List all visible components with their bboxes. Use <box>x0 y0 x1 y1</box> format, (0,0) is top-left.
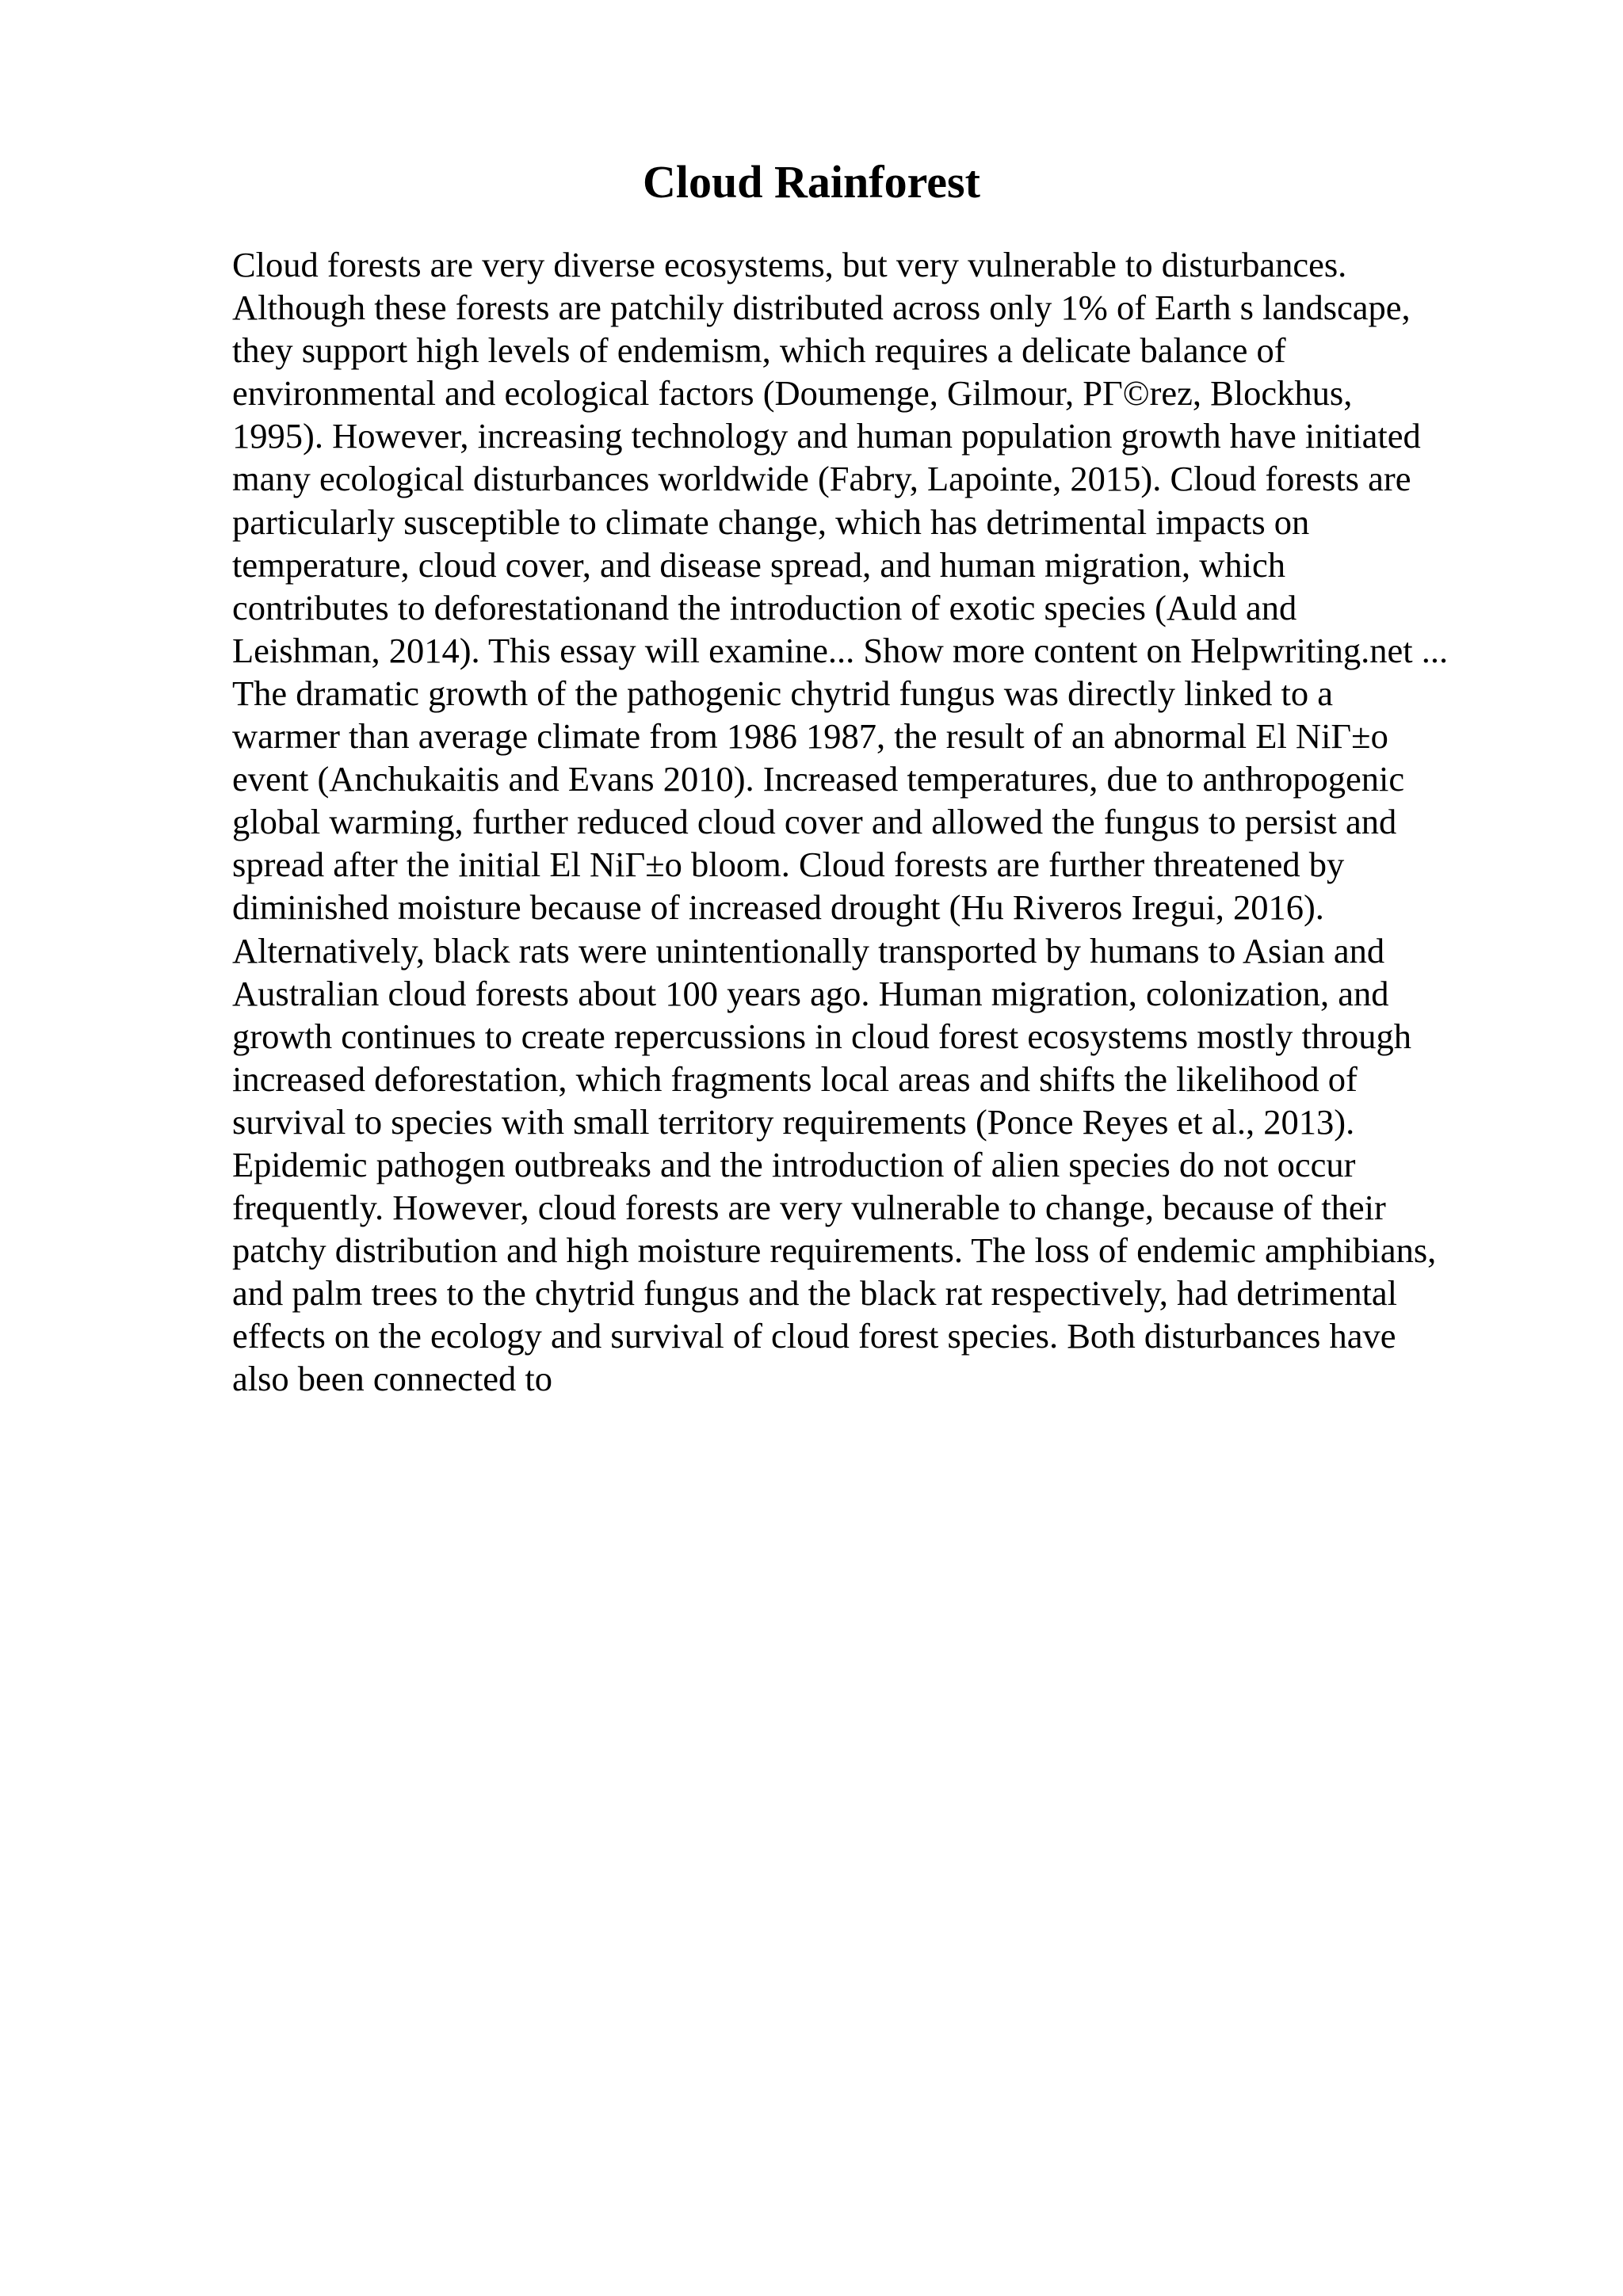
essay-body <box>232 243 1532 1401</box>
text-line: frequently. However, cloud forests are very vulnerable to change, because of their <box>232 1188 1386 1228</box>
text-line: Alternatively, black rats were unintentionally transported by humans to Asian and <box>232 930 1385 971</box>
text-line: particularly susceptible to climate change, which has detrimental impacts on <box>232 502 1310 542</box>
text-line: survival to species with small territory requirements (Ponce Reyes et al., 2013). <box>232 1101 1355 1142</box>
text-line: Although these forests are patchily distributed across only 1% of Earth s landscape, <box>232 288 1411 328</box>
text-line: effects on the ecology and survival of cloud forest species. Both disturbances have <box>232 1316 1396 1356</box>
text-line: and palm trees to the chytrid fungus and the black rat respectively, had detrimental <box>232 1273 1398 1314</box>
text-line: growth continues to create repercussions in cloud forest ecosystems mostly through <box>232 1016 1411 1056</box>
text-line: spread after the initial El NiΓ±o bloom. Cloud forests are further threatened by <box>232 845 1345 885</box>
text-line: environmental and ecological factors (Doumenge, Gilmour, PΓ©rez, Blockhus, <box>232 373 1353 414</box>
text-line: Australian cloud forests about 100 years ago. Human migration, colonization, and <box>232 973 1389 1013</box>
document-title: Cloud Rainforest <box>643 156 980 208</box>
text-line: warmer than average climate from 1986 1987, the result of an abnormal El NiΓ±o <box>232 716 1388 757</box>
text-line: also been connected to <box>232 1359 553 1399</box>
text-line: The dramatic growth of the pathogenic chytrid fungus was directly linked to a <box>232 673 1333 713</box>
text-line: diminished moisture because of increased drought (Hu Riveros Iregui, 2016). <box>232 887 1324 928</box>
text-line: global warming, further reduced cloud cover and allowed the fungus to persist and <box>232 802 1397 842</box>
text-line: Leishman, 2014). This essay will examine... Show more content on Helpwriting.net ... <box>232 630 1449 670</box>
text-line: temperature, cloud cover, and disease spread, and human migration, which <box>232 544 1286 585</box>
text-line: Epidemic pathogen outbreaks and the introduction of alien species do not occur <box>232 1144 1356 1184</box>
text-line: Cloud forests are very diverse ecosystems, but very vulnerable to disturbances. <box>232 245 1347 284</box>
text-line: contributes to deforestationand the introduction of exotic species (Auld and <box>232 587 1297 627</box>
text-line: 1995). However, increasing technology and human population growth have initiated <box>232 416 1421 456</box>
text-line: event (Anchukaitis and Evans 2010). Increased temperatures, due to anthropogenic <box>232 759 1405 799</box>
text-line: patchy distribution and high moisture requirements. The loss of endemic amphibians, <box>232 1230 1437 1271</box>
text-line: increased deforestation, which fragments local areas and shifts the likelihood of <box>232 1058 1358 1099</box>
text-line: they support high levels of endemism, which requires a delicate balance of <box>232 330 1286 371</box>
text-line: many ecological disturbances worldwide (Fabry, Lapointe, 2015). Cloud forests are <box>232 459 1411 499</box>
